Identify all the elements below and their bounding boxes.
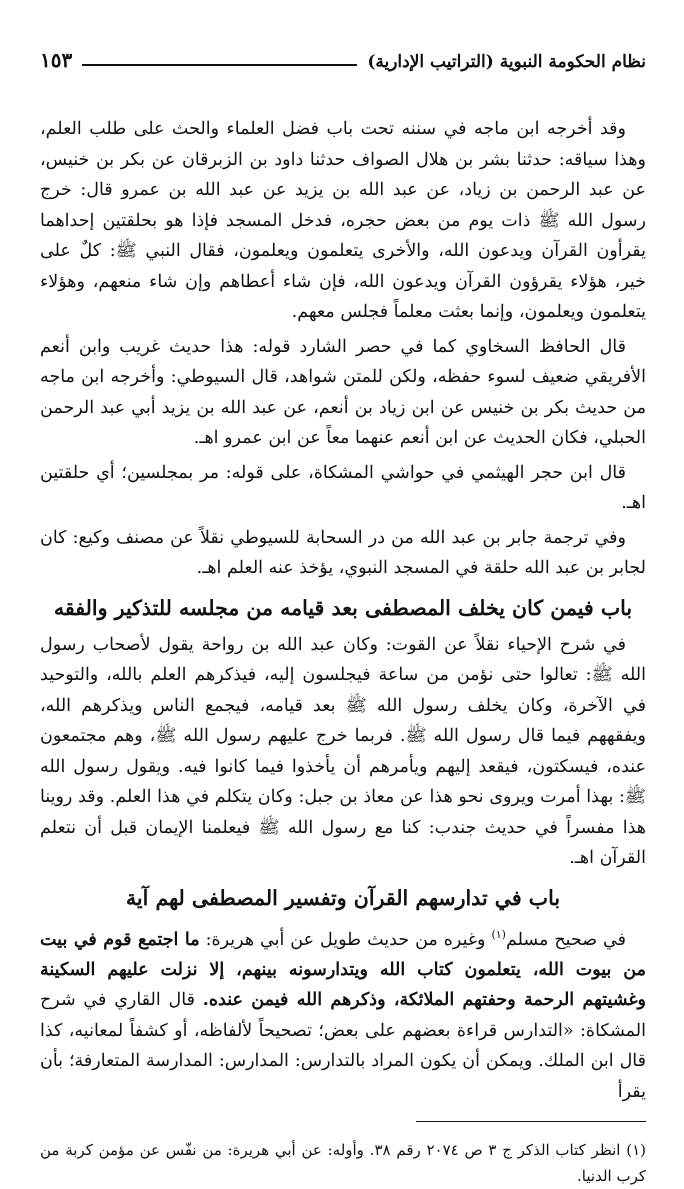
header-rule xyxy=(82,64,357,66)
paragraph-6-rest: قال القاري في شرح المشكاة: «التدارس قراءة بعضهم على بعض؛ تصحيحاً لألفاظه، أو كشفاً لمعانيه، كذا قال ابن الملك. ويمكن أن يكون المراد بالتدارس: المدارس: المدارسة المتعارفة؛ بأن يقرأ xyxy=(40,990,646,1102)
section-heading-1: باب فيمن كان يخلف المصطفى بعد قيامه من مجلسه للتذكير والفقه xyxy=(53,595,633,620)
footnote-rule xyxy=(416,1121,646,1122)
running-title: نظام الحكومة النبوية (التراتيب الإدارية) xyxy=(367,52,646,72)
paragraph-5: في شرح الإحياء نقلاً عن القوت: وكان عبد الله بن رواحة يقول لأصحاب رسول الله ﷺ: تعالوا حتى نؤمن من ساعة فيجلسون إليه، فيذكرهم العلم بالله، والتوحيد في الآخرة، وكان يخلف رسول الله ﷺ بعد قيامه، فيجمع الناس ويذكرهم الله، ويفقههم فيما قال رسول الله ﷺ. فربما خرج عليهم رسول الله ﷺ، وهم مجتمعون عنده، فيسكتون، فيقعد إليهم ويأمرهم أن يأخذوا فيما كانوا فيه. ويقول رسول الله ﷺ: بهذا أمرت ويروى نحو هذا عن معاذ بن جبل: وكان يتكلم في هذا العلم. وقد روينا هذا مفسراً في حديث جندب: كنا مع رسول الله ﷺ فيعلمنا الإيمان قبل أن نتعلم القرآن اهـ. xyxy=(40,634,646,868)
paragraph-6-after-mark: وغيره من حديث طويل عن أبي هريرة: xyxy=(199,929,492,950)
hadith-quote: ما اجتمع قوم في بيت من بيوت الله، يتعلمون كتاب الله ويتدارسونه بينهم، إلا نزلت عليهم السكينة وغشيتهم الرحمة وحفتهم الملائكة، وذكرهم الله فيمن عنده. xyxy=(40,929,646,1011)
page-number: ١٥٣ xyxy=(40,48,73,72)
footnote-marker: (١) xyxy=(491,927,506,941)
paragraph-1: وقد أخرجه ابن ماجه في سننه تحت باب فضل العلماء والحث على طلب العلم، وهذا سياقه: حدثنا بشر بن هلال الصواف حدثنا داود بن الزبرقان عن بكر بن خنيس، عن عبد الرحمن بن زياد، عن عبد الله بن يزيد عن عبد الله بن عمرو قال: خرج رسول الله ﷺ ذات يوم من بعض حجره، فدخل المسجد فإذا هو بحلقتين إحداهما يقرأون القرآن ويدعون الله، والأخرى يتعلمون ويعلمون، فقال النبي ﷺ: كلٌ على خير، هؤلاء يقرؤون القرآن ويدعون الله، فإن شاء أعطاهم وإن شاء منعهم، وهؤلاء يتعلمون ويعلمون، وإنما بعثت معلماً فجلس معهم. xyxy=(40,119,646,322)
paragraph-2: قال الحافظ السخاوي كما في حصر الشارد قوله: هذا حديث غريب وابن أنعم الأفريقي ضعيف لسوء حفظه، ولكن للمتن شواهد، قال السيوطي: وأخرجه ابن ماجه من حديث بكر بن خنيس عن ابن زياد بن أنعم، عن عبد الله بن يزيد أبي عبد الرحمن الحبلي، فكان الحديث عن ابن أنعم عنهما معاً عن ابن عمرو اهـ. xyxy=(40,336,646,448)
page-header xyxy=(40,42,646,72)
page-body xyxy=(40,114,646,1189)
paragraph-4: وفي ترجمة جابر بن عبد الله من در السحابة للسيوطي نقلاً عن مصنف وكيع: كان لجابر بن عبد الله حلقة في المسجد النبوي، يؤخذ عنه العلم اهـ. xyxy=(40,527,646,578)
paragraph-3: قال ابن حجر الهيثمي في حواشي المشكاة، على قوله: مر بمجلسين؛ أي حلقتين اهـ. xyxy=(40,462,646,513)
paragraph-6 xyxy=(40,920,646,1108)
section-heading-2: باب في تدارسهم القرآن وتفسير المصطفى لهم آية xyxy=(125,885,561,910)
paragraph-6-intro: في صحيح مسلم xyxy=(505,929,626,950)
footnote: (١) انظر كتاب الذكر ج ٣ ص ٢٠٧٤ رقم ٣٨. وأوله: عن أبي هريرة: من نفّس عن مؤمن كربة من كرب الدنيا. xyxy=(40,1141,647,1186)
